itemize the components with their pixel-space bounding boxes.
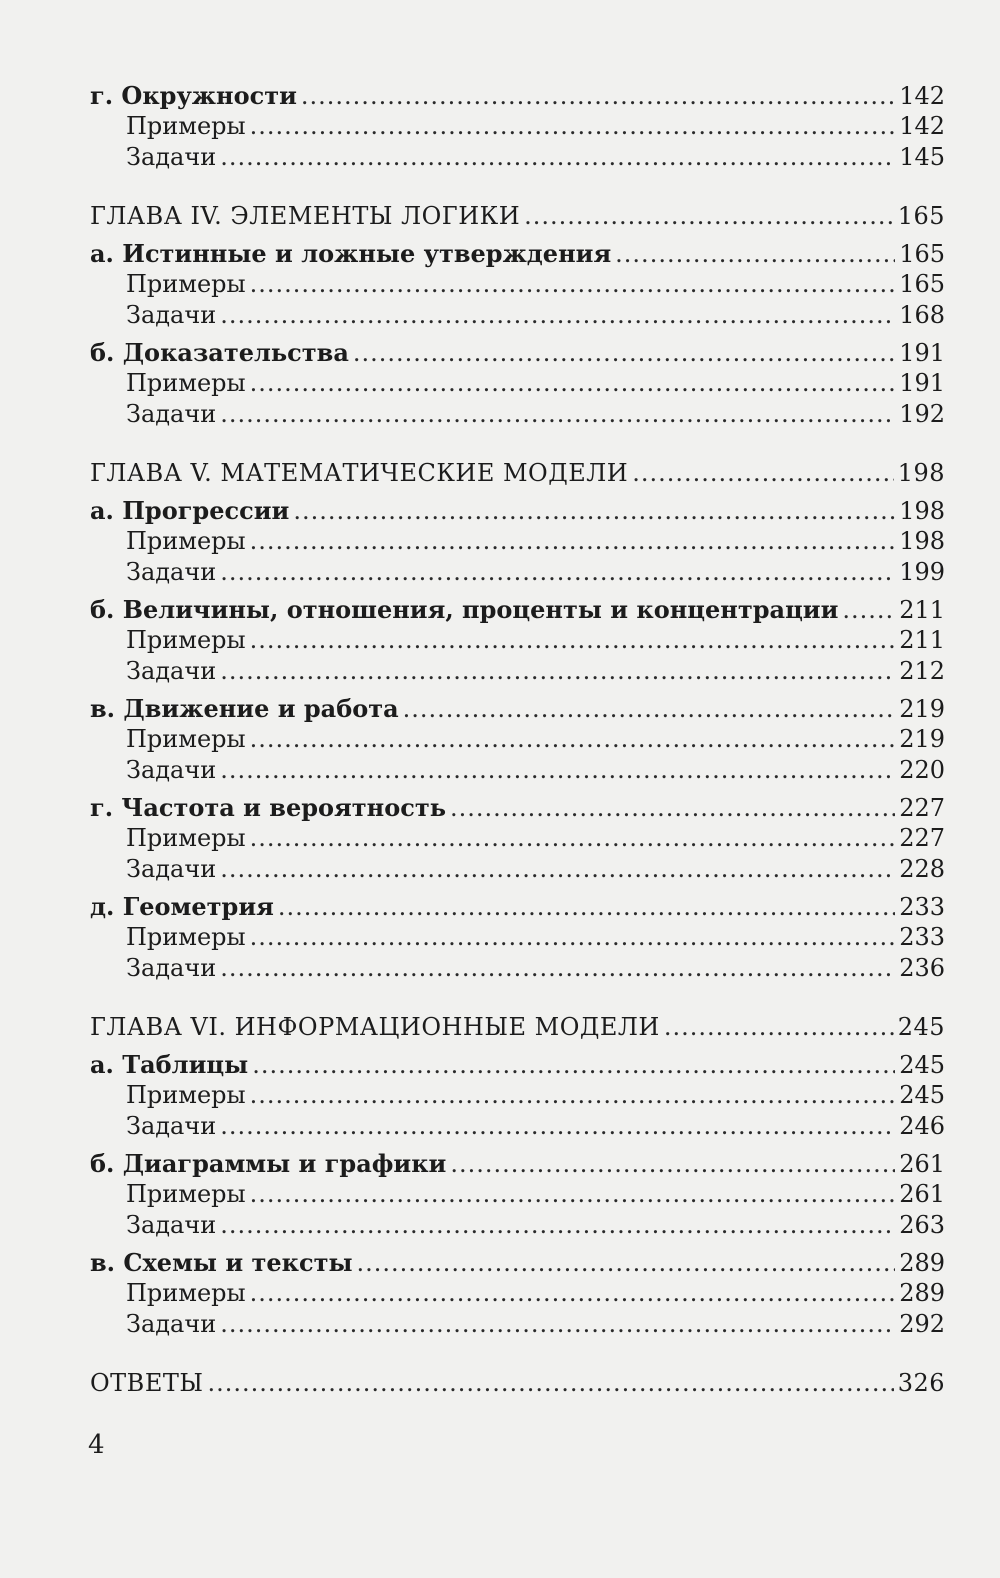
dot-leader xyxy=(615,239,895,269)
toc-page: 191 xyxy=(899,339,945,367)
toc-label: Примеры xyxy=(126,369,246,397)
toc-page: 263 xyxy=(899,1211,945,1239)
table-of-contents xyxy=(90,80,945,1399)
toc-chapter-row xyxy=(90,201,945,232)
dot-leader xyxy=(450,793,895,823)
toc-page: 219 xyxy=(899,725,945,753)
toc-label: а. Прогрессии xyxy=(90,496,290,525)
toc-subitem-row xyxy=(90,142,945,173)
dot-leader xyxy=(250,922,896,953)
toc-label: Задачи xyxy=(126,954,217,982)
dot-leader xyxy=(842,595,895,625)
toc-label: а. Таблицы xyxy=(90,1050,249,1079)
toc-page: 219 xyxy=(899,695,945,723)
toc-subitem-row xyxy=(90,557,945,588)
toc-subitem-row xyxy=(90,526,945,557)
toc-label: Примеры xyxy=(126,626,246,654)
toc-section-row xyxy=(90,891,945,922)
dot-leader xyxy=(250,1278,896,1309)
toc-page: 212 xyxy=(899,657,945,685)
toc-section-row xyxy=(90,792,945,823)
toc-page: 233 xyxy=(899,923,945,951)
toc-label: Задачи xyxy=(126,558,217,586)
toc-page: 191 xyxy=(899,369,945,397)
toc-label: б. Величины, отношения, проценты и концентрации xyxy=(90,595,839,624)
dot-leader xyxy=(250,269,896,300)
dot-leader xyxy=(220,953,895,984)
dot-leader xyxy=(250,823,896,854)
dot-leader xyxy=(220,1210,895,1241)
toc-page: 145 xyxy=(899,143,945,171)
dot-leader xyxy=(293,496,895,526)
toc-subitem-row xyxy=(90,922,945,953)
dot-leader xyxy=(632,458,893,489)
toc-label: ГЛАВА IV. ЭЛЕМЕНТЫ ЛОГИКИ xyxy=(90,202,521,230)
toc-subitem-row xyxy=(90,368,945,399)
toc-label: Задачи xyxy=(126,855,217,883)
toc-section-row xyxy=(90,495,945,526)
dot-leader xyxy=(220,557,895,588)
dot-leader xyxy=(353,338,895,368)
toc-label: Задачи xyxy=(126,400,217,428)
toc-page: 165 xyxy=(897,202,945,230)
toc-label: Задачи xyxy=(126,657,217,685)
toc-section-row xyxy=(90,238,945,269)
toc-subitem-row xyxy=(90,1179,945,1210)
toc-subitem-row xyxy=(90,724,945,755)
toc-label: г. Окружности xyxy=(90,81,297,110)
toc-subitem-row xyxy=(90,1210,945,1241)
toc-label: ГЛАВА VI. ИНФОРМАЦИОННЫЕ МОДЕЛИ xyxy=(90,1013,660,1041)
dot-leader xyxy=(524,201,894,232)
toc-page: 211 xyxy=(899,626,945,654)
toc-page: 261 xyxy=(899,1180,945,1208)
toc-subitem-row xyxy=(90,1111,945,1142)
toc-page: 142 xyxy=(899,82,945,110)
dot-leader xyxy=(250,724,896,755)
toc-page: 261 xyxy=(899,1150,945,1178)
toc-label: Примеры xyxy=(126,824,246,852)
toc-page: 289 xyxy=(899,1249,945,1277)
toc-page: 228 xyxy=(899,855,945,883)
toc-label: Примеры xyxy=(126,725,246,753)
toc-chapter-row xyxy=(90,458,945,489)
dot-leader xyxy=(220,656,895,687)
toc-label: ГЛАВА V. МАТЕМАТИЧЕСКИЕ МОДЕЛИ xyxy=(90,459,629,487)
toc-page: 233 xyxy=(899,893,945,921)
toc-section-row xyxy=(90,594,945,625)
toc-subitem-row xyxy=(90,269,945,300)
dot-leader xyxy=(301,81,895,111)
dot-leader xyxy=(250,368,896,399)
toc-page: 246 xyxy=(899,1112,945,1140)
toc-subitem-row xyxy=(90,656,945,687)
dot-leader xyxy=(403,694,896,724)
dot-leader xyxy=(250,111,896,142)
toc-page: 227 xyxy=(899,824,945,852)
dot-leader xyxy=(207,1368,893,1399)
toc-label: в. Движение и работа xyxy=(90,694,399,723)
toc-subitem-row xyxy=(90,854,945,885)
toc-chapter-row xyxy=(90,1012,945,1043)
toc-subitem-row xyxy=(90,399,945,430)
toc-page: 165 xyxy=(899,240,945,268)
toc-page: 289 xyxy=(899,1279,945,1307)
dot-leader xyxy=(220,300,895,331)
toc-label: б. Диаграммы и графики xyxy=(90,1149,447,1178)
dot-leader xyxy=(250,526,896,557)
toc-label: Задачи xyxy=(126,1211,217,1239)
toc-section-row xyxy=(90,80,945,111)
dot-leader xyxy=(220,854,895,885)
toc-label: Примеры xyxy=(126,923,246,951)
toc-page: 245 xyxy=(897,1013,945,1041)
toc-subitem-row xyxy=(90,953,945,984)
toc-section-row xyxy=(90,337,945,368)
toc-chapter-row xyxy=(90,1368,945,1399)
toc-label: Задачи xyxy=(126,143,217,171)
toc-page: 326 xyxy=(897,1369,945,1397)
toc-page: 245 xyxy=(899,1081,945,1109)
toc-subitem-row xyxy=(90,625,945,656)
toc-subitem-row xyxy=(90,111,945,142)
toc-page: 245 xyxy=(899,1051,945,1079)
toc-section-row xyxy=(90,693,945,724)
toc-page: 236 xyxy=(899,954,945,982)
toc-label: Задачи xyxy=(126,1310,217,1338)
dot-leader xyxy=(450,1149,895,1179)
dot-leader xyxy=(250,1080,896,1111)
toc-label: Примеры xyxy=(126,270,246,298)
toc-label: Примеры xyxy=(126,112,246,140)
dot-leader xyxy=(664,1012,894,1043)
dot-leader xyxy=(250,625,896,656)
toc-section-row xyxy=(90,1049,945,1080)
toc-page: 198 xyxy=(899,527,945,555)
dot-leader xyxy=(220,1111,895,1142)
dot-leader xyxy=(220,1309,895,1340)
toc-page: 142 xyxy=(899,112,945,140)
dot-leader xyxy=(220,755,895,786)
toc-label: Примеры xyxy=(126,1081,246,1109)
toc-label: Примеры xyxy=(126,527,246,555)
toc-page: 198 xyxy=(897,459,945,487)
dot-leader xyxy=(220,142,895,173)
toc-page: 198 xyxy=(899,497,945,525)
toc-page: 211 xyxy=(899,596,945,624)
toc-label: ОТВЕТЫ xyxy=(90,1369,204,1397)
toc-page: 220 xyxy=(899,756,945,784)
toc-label: б. Доказательства xyxy=(90,338,349,367)
dot-leader xyxy=(357,1248,896,1278)
toc-label: Задачи xyxy=(126,301,217,329)
toc-label: а. Истинные и ложные утверждения xyxy=(90,239,612,268)
toc-page: 199 xyxy=(899,558,945,586)
page-number: 4 xyxy=(88,1430,105,1460)
toc-subitem-row xyxy=(90,823,945,854)
toc-subitem-row xyxy=(90,1278,945,1309)
toc-label: д. Геометрия xyxy=(90,892,274,921)
toc-section-row xyxy=(90,1247,945,1278)
toc-page: 165 xyxy=(899,270,945,298)
toc-label: Примеры xyxy=(126,1180,246,1208)
toc-page: 292 xyxy=(899,1310,945,1338)
toc-page: 192 xyxy=(899,400,945,428)
toc-subitem-row xyxy=(90,300,945,331)
toc-label: Задачи xyxy=(126,1112,217,1140)
dot-leader xyxy=(252,1050,895,1080)
toc-page: 227 xyxy=(899,794,945,822)
toc-label: Задачи xyxy=(126,756,217,784)
toc-section-row xyxy=(90,1148,945,1179)
toc-label: в. Схемы и тексты xyxy=(90,1248,353,1277)
toc-subitem-row xyxy=(90,755,945,786)
toc-label: Примеры xyxy=(126,1279,246,1307)
toc-label: г. Частота и вероятность xyxy=(90,793,446,822)
dot-leader xyxy=(250,1179,896,1210)
dot-leader xyxy=(278,892,895,922)
toc-page: 168 xyxy=(899,301,945,329)
toc-subitem-row xyxy=(90,1080,945,1111)
dot-leader xyxy=(220,399,895,430)
toc-subitem-row xyxy=(90,1309,945,1340)
